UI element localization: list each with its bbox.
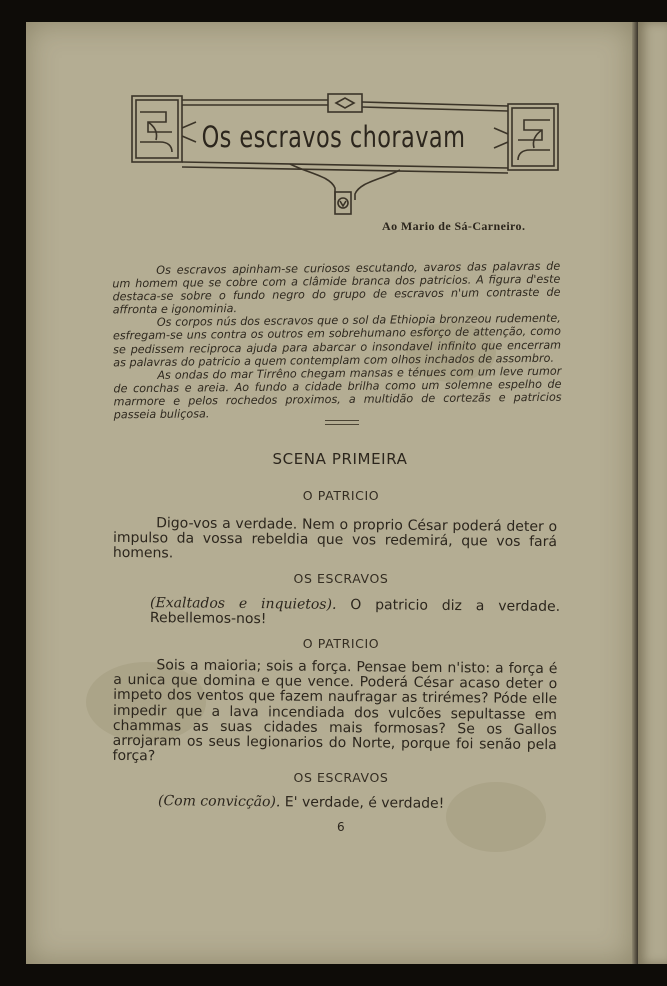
page-title: Os escravos choravam [201,120,466,154]
speech-line: Digo-vos a verdade. Nem o proprio César poderá deter o impulso da vossa rebeldia que vos redemirá, que vos fará homens. [112,515,558,562]
title-ornament [130,92,560,217]
speech-text [112,658,557,769]
stage-direction: (Exaltados e inquietos). [150,595,337,613]
speech-line: Sois a maioria; sois a força. Pensae bem n'isto: a força é a unica que domina e que vence. Poderá César acaso deter o impeto dos ventos que fazem naufragar as trirémes? Póde elle impedir que a lava incendiada dos vulcões sepultasse em chammas as suas cidades mais formosas? Se os Gallos arrojaram os seus legionarios do Norte, porque foi senão pela força? [112,657,558,765]
section-divider [325,420,359,425]
speaker-name: OS ESCRAVOS [293,770,389,785]
speech-line: E' verdade, é verdade! [284,794,445,812]
stage-direction: (Com convicção). [157,793,281,811]
intro-paragraph: Os escravos apinham-se curiosos escutando, avaros das palavras de um homem que se cobre com a clâmide branca dos patricios. A figura d'este destaca-se sobre o fundo negro do grupo de escravos n'um contraste de affronta e igonominia. [112,259,561,317]
intro-paragraph: Os corpos nús dos escravos que o sol da Ethiopia bronzeou rudemente, esfregam-se uns contra os outros em sobrehumano esforço de attenção, como se pedissem reciproca ajuda para abarcar o insondavel infinito que encerram as palavras do patricio a quem contemplam com olhos inchados de assombro. [112,312,562,370]
speech-text [150,596,560,630]
dedication: Ao Mario de Sá-Carneiro. [382,219,526,233]
page-number: 6 [337,820,345,834]
speech-text [113,516,557,566]
scene-heading: SCENA PRIMEIRA [272,450,408,468]
speech-line: O patricio diz a verdade. Rebellemos-nos! [149,596,561,628]
speaker-name: O PATRICIO [302,636,380,651]
speaker-name: O PATRICIO [302,488,380,503]
intro-paragraph: As ondas do mar Tirrêno chegam mansas e ténues com um leve rumor de conchas e areia. Ao fundo a cidade brilha como um solemne espelho de marmore e pelos rochedos proximos, a multidão de cortezãs e patricios passeia buliçosa. [113,364,562,422]
intro-stage-directions [112,260,562,422]
speaker-name: OS ESCRAVOS [293,571,389,586]
